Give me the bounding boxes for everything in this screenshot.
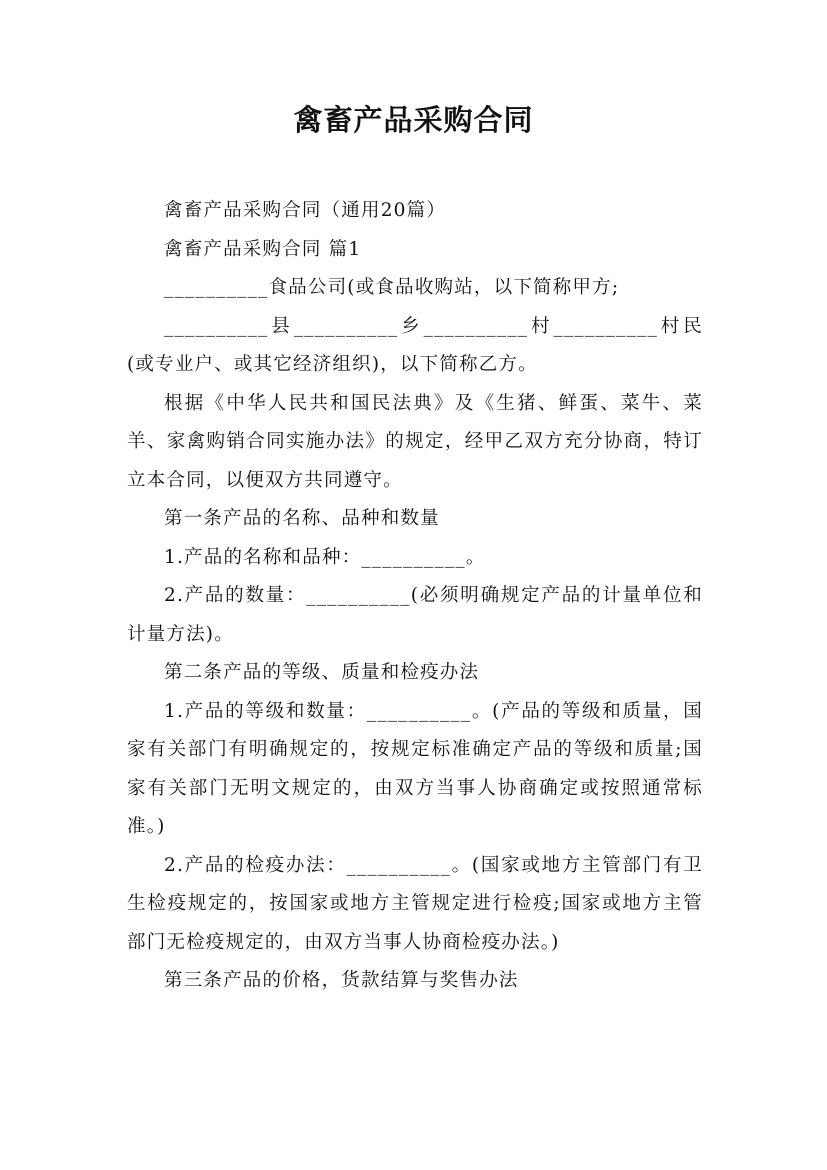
article-3-heading: 第三条产品的价格，货款结算与奖售办法 — [164, 970, 519, 991]
article-2-item-1: 1.产品的等级和数量：__________。(产品的等级和质量，国家有关部门有明确规定的，按规定标准确定产品的等级和质量;国家有关部门无明文规定的，由双方当事人协商确定或按照通常标准。) — [127, 700, 703, 837]
article-1-heading: 第一条产品的名称、品种和数量 — [164, 508, 440, 529]
document-body — [127, 192, 703, 1001]
article-1-item-2: 2.产品的数量：__________(必须明确规定产品的计量单位和计量方法)。 — [127, 585, 703, 645]
paragraph-party-a: __________食品公司(或食品收购站，以下简称甲方; — [164, 277, 620, 298]
document-title: 禽畜产品采购合同 — [293, 103, 534, 137]
article-2-item-2: 2.产品的检疫办法：__________。(国家或地方主管部门有卫生检疫规定的，按国家或地方主管规定进行检疫;国家或地方主管部门无检疫规定的，由双方当事人协商检疫办法。) — [127, 854, 703, 953]
paragraph-section-heading: 禽畜产品采购合同 篇1 — [164, 238, 362, 260]
article-2-heading: 第二条产品的等级、质量和检疫办法 — [164, 662, 480, 683]
article-1-item-1: 1.产品的名称和品种：__________。 — [164, 546, 486, 568]
paragraph-subtitle: 禽畜产品采购合同（通用20篇） — [164, 200, 447, 221]
paragraph-legal-basis: 根据《中华人民共和国民法典》及《生猪、鲜蛋、菜牛、菜羊、家禽购销合同实施办法》的规定，经甲乙双方充分协商，特订立本合同，以便双方共同遵守。 — [127, 392, 703, 491]
paragraph-party-b: __________县__________乡__________村__________村民(或专业户、或其它经济组织)，以下简称乙方。 — [127, 315, 703, 375]
